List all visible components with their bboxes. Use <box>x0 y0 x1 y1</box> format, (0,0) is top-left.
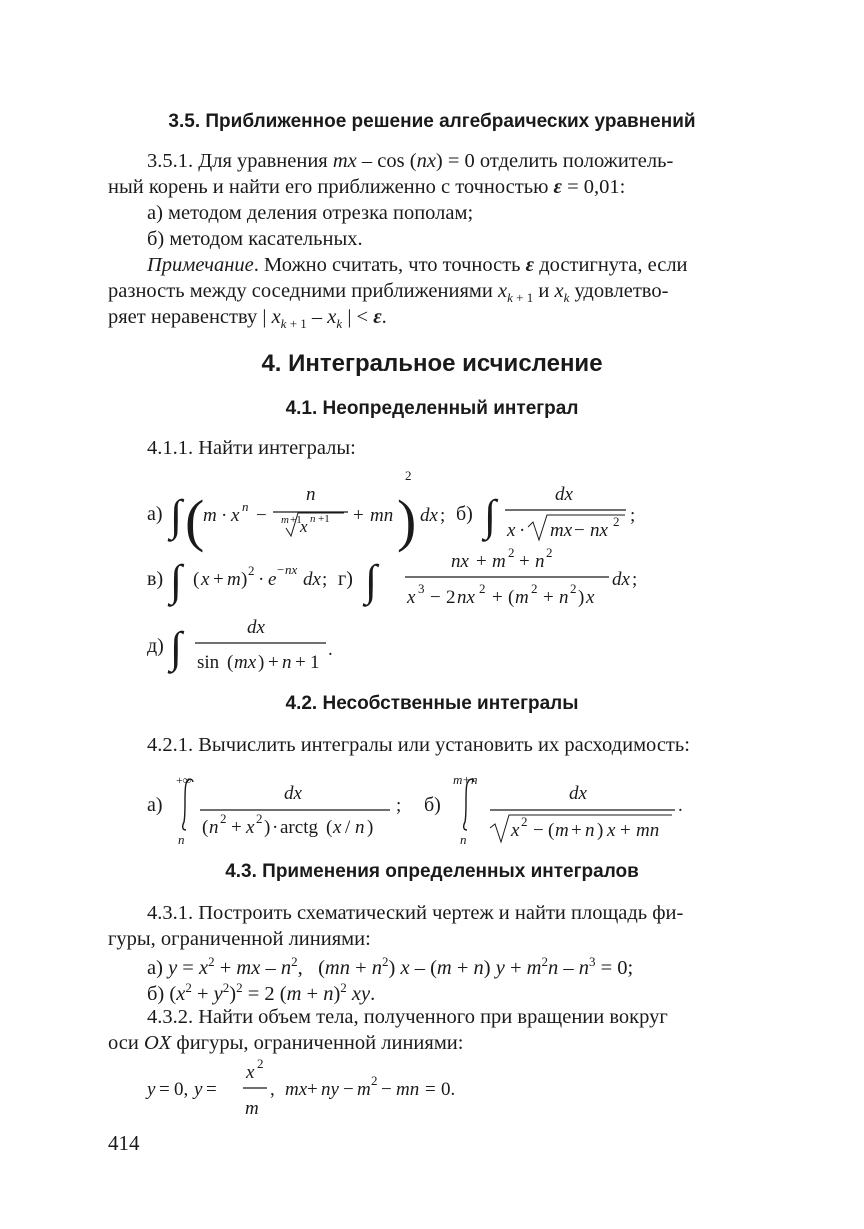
svg-text:n: n <box>460 832 467 847</box>
svg-text:mx: mx <box>550 520 573 541</box>
page-number: 414 <box>108 1131 140 1155</box>
improper-integral-b <box>424 772 683 847</box>
svg-text:n: n <box>282 652 292 673</box>
svg-text:m: m <box>515 587 529 608</box>
svg-text:nx: nx <box>285 562 298 577</box>
svg-text:+: + <box>295 652 306 673</box>
svg-text:−: − <box>533 820 544 841</box>
svg-text:m: m <box>492 551 506 572</box>
svg-text:e: e <box>268 569 277 590</box>
svg-text:): ) <box>264 817 271 838</box>
svg-text:(: ( <box>193 569 200 590</box>
svg-text:+: + <box>543 587 554 608</box>
big-left-paren: ( <box>185 488 205 553</box>
svg-text:sin: sin <box>197 652 220 673</box>
svg-text:2: 2 <box>405 468 412 483</box>
svg-text:+: + <box>213 569 224 590</box>
svg-text:x: x <box>246 1062 255 1083</box>
svg-text:ny: ny <box>321 1079 339 1100</box>
svg-text:): ) <box>367 817 374 838</box>
svg-text:n: n <box>559 587 569 608</box>
svg-text:;: ; <box>396 795 402 816</box>
svg-text:2: 2 <box>521 814 528 829</box>
svg-text:−: − <box>430 587 441 608</box>
label-v: в) <box>147 568 164 590</box>
svg-text:dx: dx <box>612 569 630 590</box>
svg-text:x: x <box>300 517 308 536</box>
problem-4-3-1-item-a: а) $y = x^2$ + mx – $n^2$, $(mn + n^2)$ x – (m + n) $y + m^2n - n^3 = 0$; <box>147 954 634 979</box>
svg-text:): ) <box>578 587 585 608</box>
big-right-paren: ) <box>397 488 417 553</box>
label-d: д) <box>147 635 164 657</box>
svg-text:;: ; <box>440 505 446 526</box>
note-line-3: ряет неравенству | $x_{k + 1} - x_k$ | < ε. <box>108 306 387 332</box>
problem-3-5-1-item-a: а) методом деления отрезка пополам; <box>147 202 474 224</box>
svg-text:2: 2 <box>531 581 538 596</box>
svg-text:1: 1 <box>310 652 320 673</box>
svg-text:x: x <box>246 817 255 838</box>
label-b: б) <box>456 503 473 525</box>
svg-text:,: , <box>270 1079 275 1100</box>
svg-text:n: n <box>310 513 316 525</box>
svg-text:(: ( <box>548 820 555 841</box>
note-line-2: разность между соседними приближениями $x_{k + 1}$ и $x_k$ удовлетво- <box>108 280 669 306</box>
svg-text:dx: dx <box>303 569 321 590</box>
svg-text:nx: nx <box>590 520 608 541</box>
svg-text:.: . <box>328 639 333 660</box>
svg-text:+: + <box>620 820 631 841</box>
section-4-2-title: 4.2. Несобственные интегралы <box>285 693 579 714</box>
svg-text:n: n <box>585 820 595 841</box>
svg-text:;: ; <box>630 505 636 526</box>
svg-text:;: ; <box>322 569 328 590</box>
svg-text:m: m <box>453 772 463 787</box>
svg-text:+: + <box>268 652 279 673</box>
problem-3-5-1-line-2: ный корень и найти его приближенно с точностью ε = 0,01: <box>108 176 626 198</box>
svg-text:mn: mn <box>636 820 660 841</box>
svg-text:+: + <box>571 820 582 841</box>
svg-text:·: · <box>519 520 526 541</box>
volume-bounding-lines <box>145 1056 455 1119</box>
label-4-2-a: а) <box>147 794 163 816</box>
problem-4-3-1-item-b: б) $(x^2 + y^2)^2 = 2$ $(m + n)^2$ xy. <box>147 980 376 1005</box>
svg-text:.: . <box>678 795 683 816</box>
section-3-5-title: 3.5. Приближенное решение алгебраических уравнений <box>168 111 696 132</box>
svg-text:∫: ∫ <box>484 491 497 540</box>
svg-text:+∞: +∞ <box>176 773 192 787</box>
svg-text:m: m <box>245 1098 259 1119</box>
svg-text:dx: dx <box>569 783 587 804</box>
svg-text:2: 2 <box>508 545 515 560</box>
svg-text:): ) <box>597 820 604 841</box>
svg-text:mn: mn <box>396 1079 420 1100</box>
svg-text:n: n <box>306 484 316 505</box>
svg-text:+: + <box>463 772 471 787</box>
svg-text:0,: 0, <box>174 1079 189 1100</box>
svg-text:2: 2 <box>220 811 227 826</box>
note-line-1: Примечание. Можно считать, что точность ε достигнута, если <box>147 254 688 276</box>
problem-4-3-1-line-2: гуры, ограниченной линиями: <box>108 928 371 950</box>
svg-text:=: = <box>206 1079 217 1100</box>
svg-text:2: 2 <box>546 545 553 560</box>
problem-3-5-1-item-b: б) методом касательных. <box>147 228 363 250</box>
svg-text:x: x <box>511 820 520 841</box>
svg-text:−: − <box>574 520 585 541</box>
svg-text:x: x <box>407 587 416 608</box>
svg-text:∫: ∫ <box>170 623 183 672</box>
svg-text:−: − <box>277 562 285 577</box>
svg-text:0.: 0. <box>441 1079 456 1100</box>
svg-text:): ) <box>241 569 248 590</box>
svg-text:(: ( <box>508 587 515 608</box>
svg-text:+: + <box>519 551 530 572</box>
svg-text:2: 2 <box>371 1073 378 1088</box>
svg-text:(: ( <box>227 652 234 673</box>
svg-text:−: − <box>381 1079 392 1100</box>
svg-text:2: 2 <box>613 514 620 529</box>
svg-text:m: m <box>357 1079 371 1100</box>
problem-4-3-1-line-1: 4.3.1. Построить схематический чертеж и найти площадь фи- <box>147 902 684 924</box>
svg-text:2: 2 <box>479 581 486 596</box>
label-4-2-b: б) <box>424 794 441 816</box>
problem-3-5-1-line-1: 3.5.1. Для уравнения mx – cos (nx) = 0 отделить положитель- <box>147 150 674 172</box>
svg-text:x: x <box>507 520 516 541</box>
section-4-1-title: 4.1. Неопределенный интеграл <box>285 398 579 419</box>
svg-text:m: m <box>281 514 289 526</box>
svg-text:=: = <box>425 1079 436 1100</box>
svg-text:(: ( <box>202 817 209 838</box>
svg-text:x: x <box>333 817 342 838</box>
integral-a <box>147 468 445 553</box>
svg-text:dx: dx <box>420 505 438 526</box>
svg-text:nx: nx <box>451 551 469 572</box>
svg-text:+: + <box>307 1079 318 1100</box>
svg-text:dx: dx <box>555 484 573 505</box>
svg-text:mx: mx <box>234 652 257 673</box>
svg-text:dx: dx <box>247 617 265 638</box>
svg-text:·: · <box>221 505 228 526</box>
svg-text:·: · <box>258 569 265 590</box>
svg-text:n: n <box>242 499 249 514</box>
svg-text:3: 3 <box>418 581 425 596</box>
svg-text:2: 2 <box>257 1056 264 1071</box>
svg-text:arctg: arctg <box>280 817 318 838</box>
svg-text:m: m <box>227 569 241 590</box>
svg-text:n: n <box>209 817 219 838</box>
svg-text:+: + <box>353 505 364 526</box>
problem-4-3-2-line-1: 4.3.2. Найти объем тела, полученного при вращении вокруг <box>147 1006 668 1028</box>
svg-text:nx: nx <box>457 587 475 608</box>
problem-4-3-2-line-2: оси OX фигуры, ограниченной линиями: <box>108 1032 464 1054</box>
svg-text:∫: ∫ <box>365 556 378 605</box>
svg-text:x: x <box>231 505 240 526</box>
integral-d <box>147 617 333 674</box>
svg-text:m: m <box>203 505 217 526</box>
svg-text:−: − <box>256 505 267 526</box>
svg-text:m: m <box>555 820 569 841</box>
note-label: Примечание <box>147 254 254 276</box>
integral-v <box>147 556 327 607</box>
svg-text:2: 2 <box>570 581 577 596</box>
improper-integral-a <box>147 773 401 847</box>
problem-4-1-1: 4.1.1. Найти интегралы: <box>147 437 356 459</box>
svg-text:+: + <box>492 587 503 608</box>
svg-text:/: / <box>345 817 351 838</box>
svg-text:2: 2 <box>446 587 456 608</box>
svg-text:+: + <box>231 817 242 838</box>
section-4-3-title: 4.3. Применения определенных интегралов <box>225 861 639 882</box>
chapter-4-title: 4. Интегральное исчисление <box>261 350 603 377</box>
svg-text:n: n <box>535 551 545 572</box>
svg-text:;: ; <box>632 569 638 590</box>
svg-text:(: ( <box>326 817 333 838</box>
svg-text:2: 2 <box>248 563 255 578</box>
svg-text:2: 2 <box>256 811 263 826</box>
svg-text:y: y <box>194 1079 203 1100</box>
svg-text:·: · <box>272 817 279 838</box>
integral-g <box>338 545 637 608</box>
svg-text:x: x <box>607 820 616 841</box>
svg-text:∫: ∫ <box>170 556 183 605</box>
svg-text:+1: +1 <box>318 513 330 525</box>
svg-text:x: x <box>201 569 210 590</box>
svg-text:dx: dx <box>284 783 302 804</box>
svg-text:y: y <box>147 1079 156 1100</box>
integral-b <box>456 484 635 542</box>
svg-text:n: n <box>355 817 365 838</box>
svg-text:mx: mx <box>285 1079 308 1100</box>
problem-4-2-1: 4.2.1. Вычислить интегралы или установить их расходимость: <box>147 734 690 756</box>
svg-text:x: x <box>586 587 595 608</box>
svg-text:n: n <box>471 772 478 787</box>
label-a: а) <box>147 503 163 525</box>
svg-text:): ) <box>258 652 265 673</box>
svg-text:n: n <box>178 832 185 847</box>
svg-text:+: + <box>476 551 487 572</box>
integral-sign: ∫ <box>170 491 183 540</box>
svg-text:+1: +1 <box>290 514 302 526</box>
svg-text:mn: mn <box>370 505 394 526</box>
label-g: г) <box>338 568 353 590</box>
svg-text:−: − <box>343 1079 354 1100</box>
svg-text:=: = <box>159 1079 170 1100</box>
